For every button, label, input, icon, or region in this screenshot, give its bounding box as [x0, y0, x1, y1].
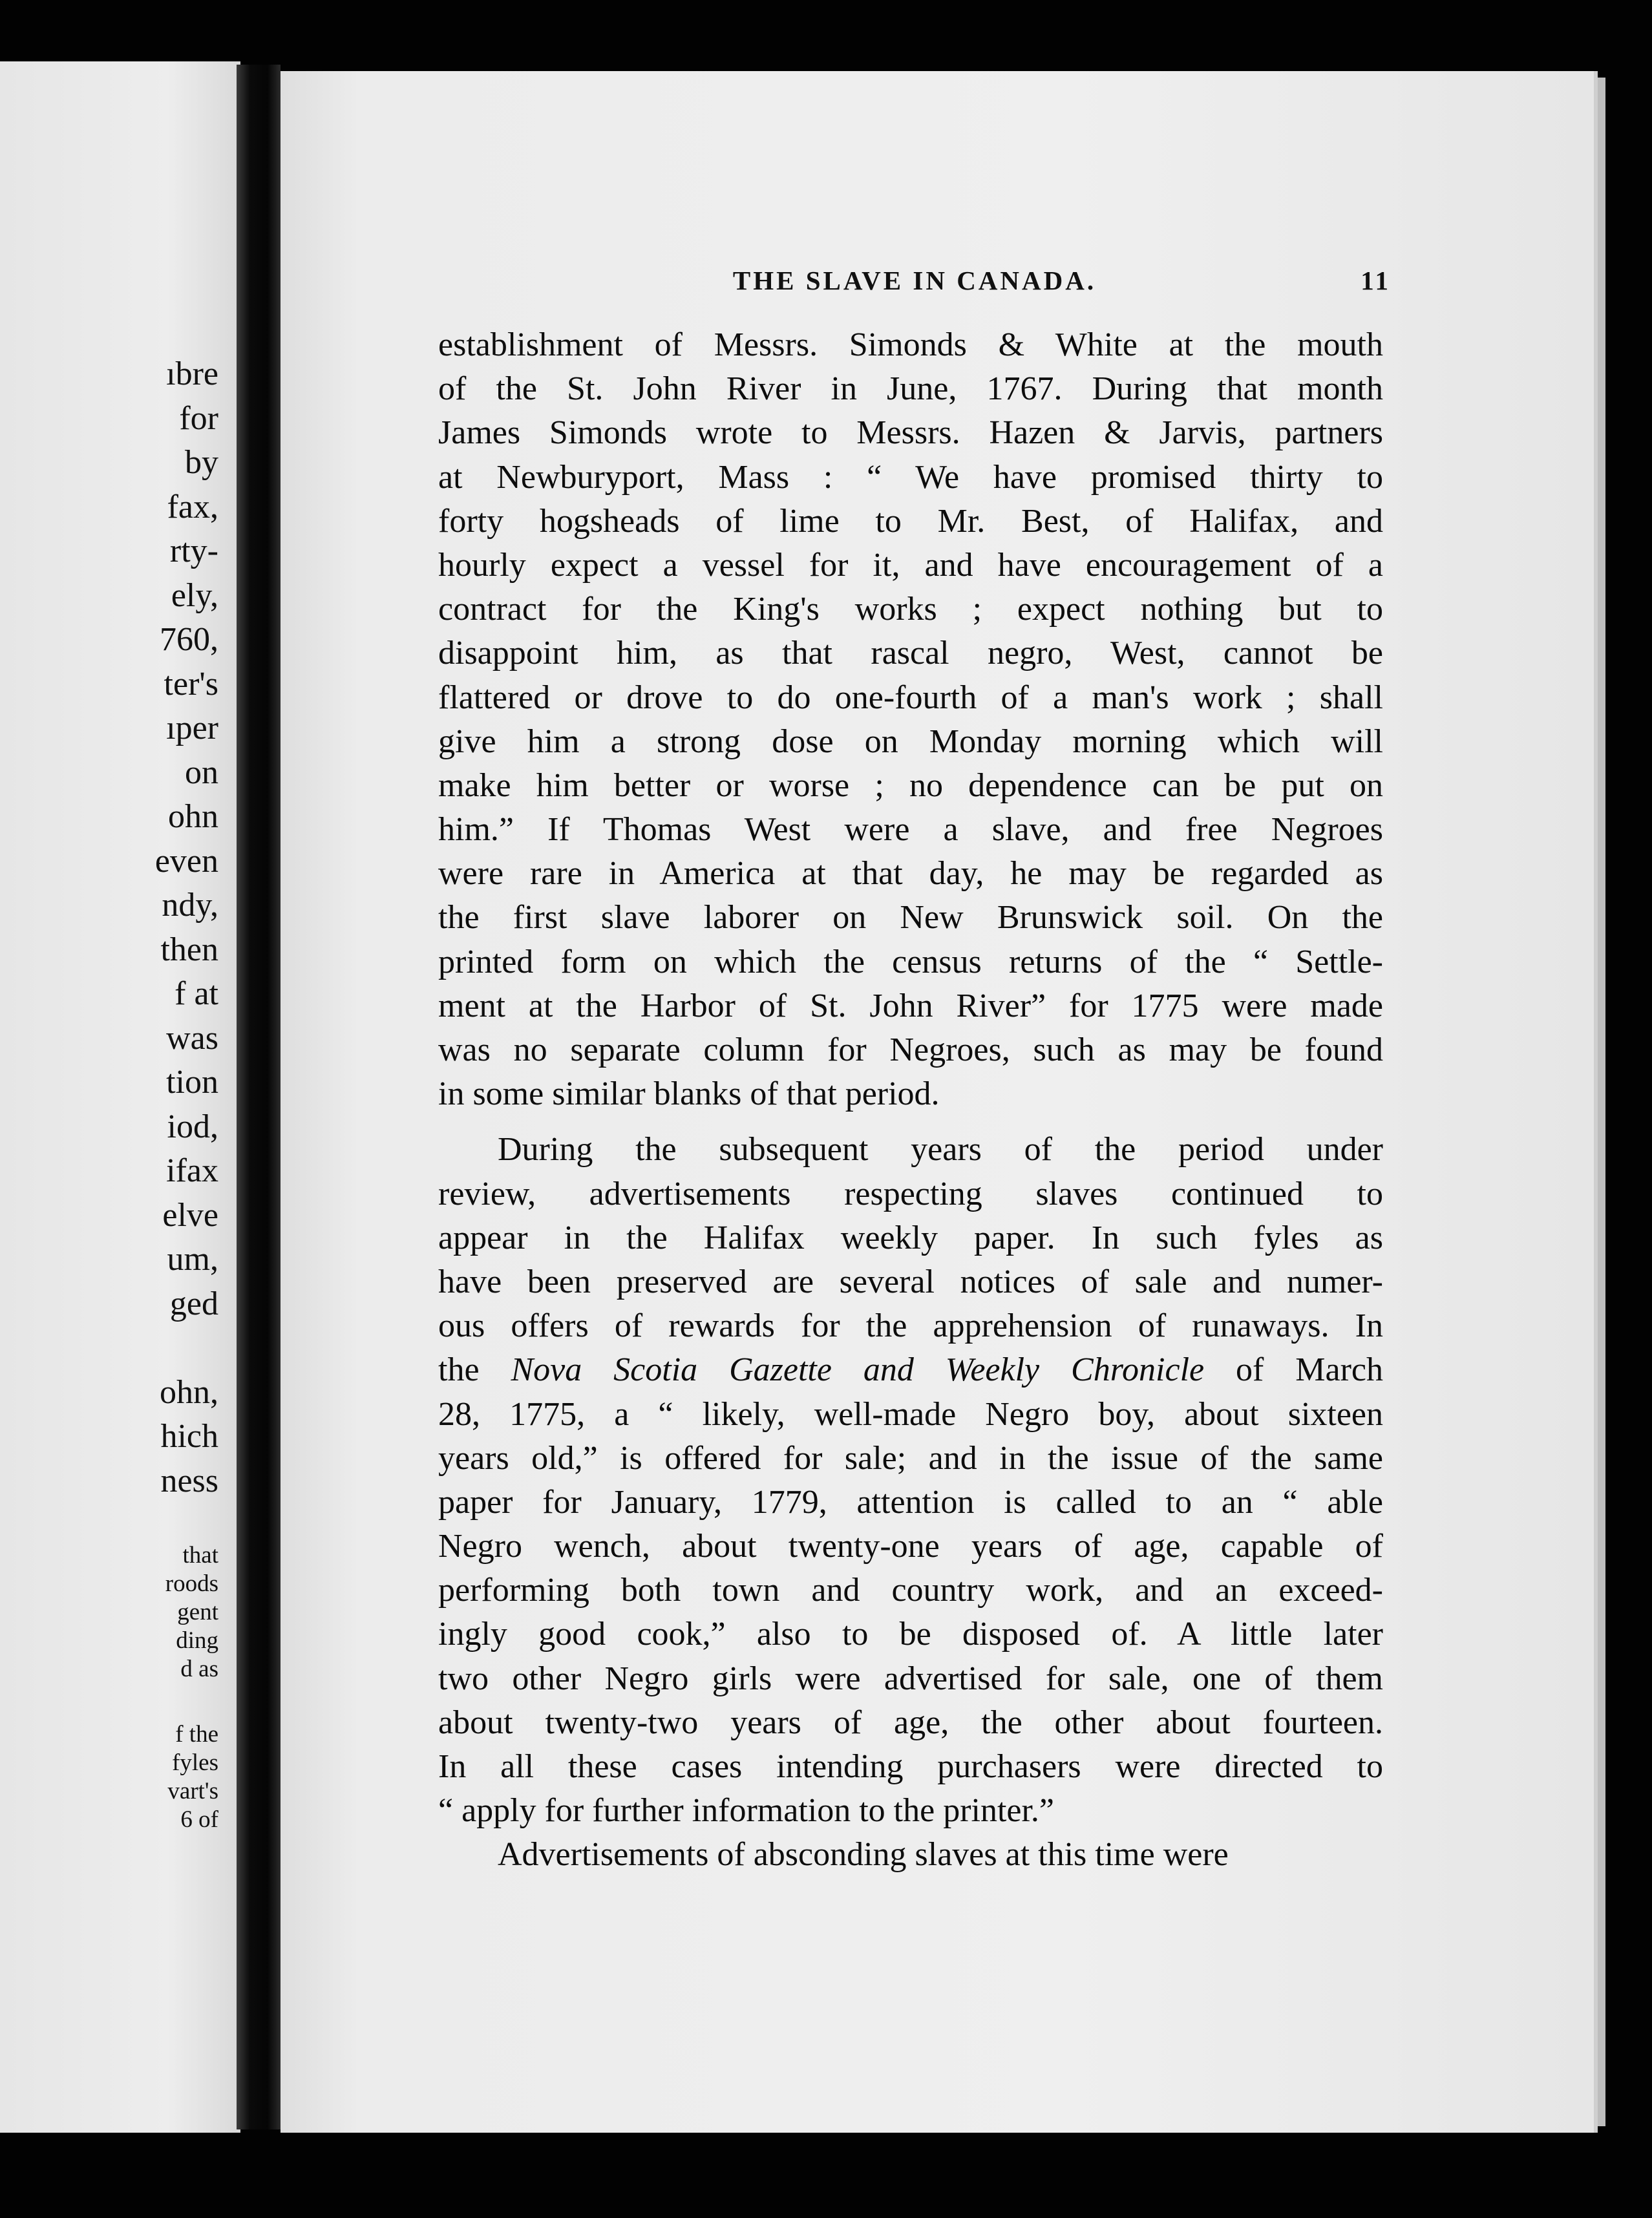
- newspaper-title: Nova Scotia Gazette and Weekly Chronicle: [511, 1351, 1205, 1389]
- text-line: ment at the Harbor of St. John River” for 1775 were made: [438, 987, 1383, 1024]
- left-note-line: fyles: [172, 1749, 218, 1776]
- left-footnote-b: [5, 1720, 218, 1834]
- left-line: ter's: [164, 665, 218, 702]
- body-text: [438, 323, 1383, 1877]
- text-line: was no separate column for Negroes, such as may be found: [438, 1031, 1383, 1068]
- text-line: performing both town and country work, and an exceed-: [438, 1572, 1383, 1609]
- text-line: him.” If Thomas West were a slave, and free Negroes: [438, 811, 1383, 849]
- text-line: two other Negro girls were advertised for sale, one of them: [438, 1660, 1383, 1697]
- left-note-line: d as: [180, 1656, 218, 1682]
- running-header: THE SLAVE IN CANADA.: [732, 266, 1097, 295]
- left-line: fax,: [167, 488, 218, 525]
- text-line: flattered or drove to do one-fourth of a man's work ; shall: [438, 679, 1383, 716]
- left-line: on: [185, 754, 218, 791]
- left-line: [5, 1326, 218, 1371]
- page-edge: [1598, 78, 1605, 2126]
- left-note-line: gent: [177, 1599, 218, 1625]
- text-line: ous offers of rewards for the apprehension of runaways. In: [438, 1307, 1383, 1345]
- left-line: ness: [160, 1462, 218, 1499]
- left-note-line: that: [182, 1542, 218, 1568]
- text-line: have been preserved are several notices of sale and numer-: [438, 1263, 1383, 1300]
- left-line: for: [179, 399, 218, 437]
- text-fragment: of March: [1204, 1351, 1383, 1389]
- text-line: contract for the King's works ; expect nothing but to: [438, 591, 1383, 628]
- text-line: Negro wench, about twenty-one years of age, capable of: [438, 1528, 1383, 1565]
- left-line: then: [160, 931, 218, 968]
- left-line: ndy,: [162, 887, 218, 924]
- text-line: Advertisements of absconding slaves at this time were: [498, 1836, 1229, 1874]
- left-line: ıper: [166, 710, 218, 746]
- text-line: make him better or worse ; no dependence can be put on: [438, 766, 1383, 804]
- text-line: appear in the Halifax weekly paper. In such fyles as: [438, 1219, 1383, 1256]
- left-line: iod,: [167, 1108, 218, 1145]
- text-line: During the subsequent years of the period under: [498, 1131, 1383, 1168]
- left-note-line: 6 of: [180, 1806, 218, 1833]
- text-line: establishment of Messrs. Simonds & White at the mouth: [438, 326, 1383, 363]
- text-line: ingly good cook,” also to be disposed of. A little later: [438, 1616, 1383, 1653]
- left-note-line: vart's: [167, 1778, 218, 1804]
- left-note-line: roods: [165, 1570, 218, 1597]
- text-line: James Simonds wrote to Messrs. Hazen & Jarvis, partners: [438, 414, 1383, 452]
- text-line: review, advertisements respecting slaves continued to: [438, 1175, 1383, 1212]
- left-page-text: [5, 352, 218, 1503]
- left-footnote-a: [5, 1541, 218, 1684]
- left-line: even: [154, 842, 218, 880]
- text-line: hourly expect a vessel for it, and have encouragement of a: [438, 546, 1383, 584]
- left-line: was: [166, 1019, 218, 1057]
- left-line: ifax: [166, 1152, 218, 1189]
- left-note-line: ding: [176, 1627, 218, 1654]
- left-line: f at: [175, 975, 218, 1012]
- text-line: In all these cases intending purchasers were directed to: [438, 1748, 1383, 1785]
- text-line-with-title: [438, 1348, 1383, 1392]
- left-line: hich: [160, 1418, 218, 1455]
- page-number: 11: [1361, 266, 1391, 295]
- text-line: in some similar blanks of that period.: [438, 1075, 940, 1113]
- text-line: printed form on which the census returns of the “ Settle-: [438, 943, 1383, 980]
- left-note-line: f the: [175, 1721, 218, 1748]
- left-line: ely,: [171, 576, 218, 614]
- text-line: at Newburyport, Mass : “ We have promised thirty to: [438, 458, 1383, 496]
- left-line: elve: [162, 1196, 218, 1234]
- left-line: tion: [166, 1064, 218, 1101]
- text-line: “ apply for further information to the printer.”: [438, 1792, 1055, 1830]
- left-line: um,: [167, 1241, 218, 1278]
- text-line: paper for January, 1779, attention is called to an “ able: [438, 1483, 1383, 1521]
- text-line: were rare in America at that day, he may be regarded as: [438, 855, 1383, 892]
- left-line: ohn,: [160, 1373, 218, 1411]
- text-line: about twenty-two years of age, the other about fourteen.: [438, 1704, 1383, 1741]
- left-line: by: [185, 444, 218, 481]
- text-line: disappoint him, as that rascal negro, West, cannot be: [438, 635, 1383, 672]
- text-line: the first slave laborer on New Brunswick soil. On the: [438, 899, 1383, 936]
- left-facing-page: [0, 61, 240, 2133]
- left-line: ged: [169, 1285, 218, 1322]
- left-line: 760,: [160, 621, 218, 658]
- text-line: give him a strong dose on Monday morning which will: [438, 723, 1383, 760]
- text-line: forty hogsheads of lime to Mr. Best, of Halifax, and: [438, 502, 1383, 540]
- left-line: ıbre: [166, 355, 218, 392]
- left-line: ohn: [168, 798, 218, 835]
- text-line: 28, 1775, a “ likely, well-made Negro boy, about sixteen: [438, 1395, 1383, 1433]
- book-gutter: [237, 65, 281, 2129]
- text-line: years old,” is offered for sale; and in the issue of the same: [438, 1439, 1383, 1477]
- text-fragment: the: [438, 1351, 511, 1389]
- left-line: rty-: [169, 533, 218, 569]
- text-line: of the St. John River in June, 1767. During that month: [438, 370, 1383, 408]
